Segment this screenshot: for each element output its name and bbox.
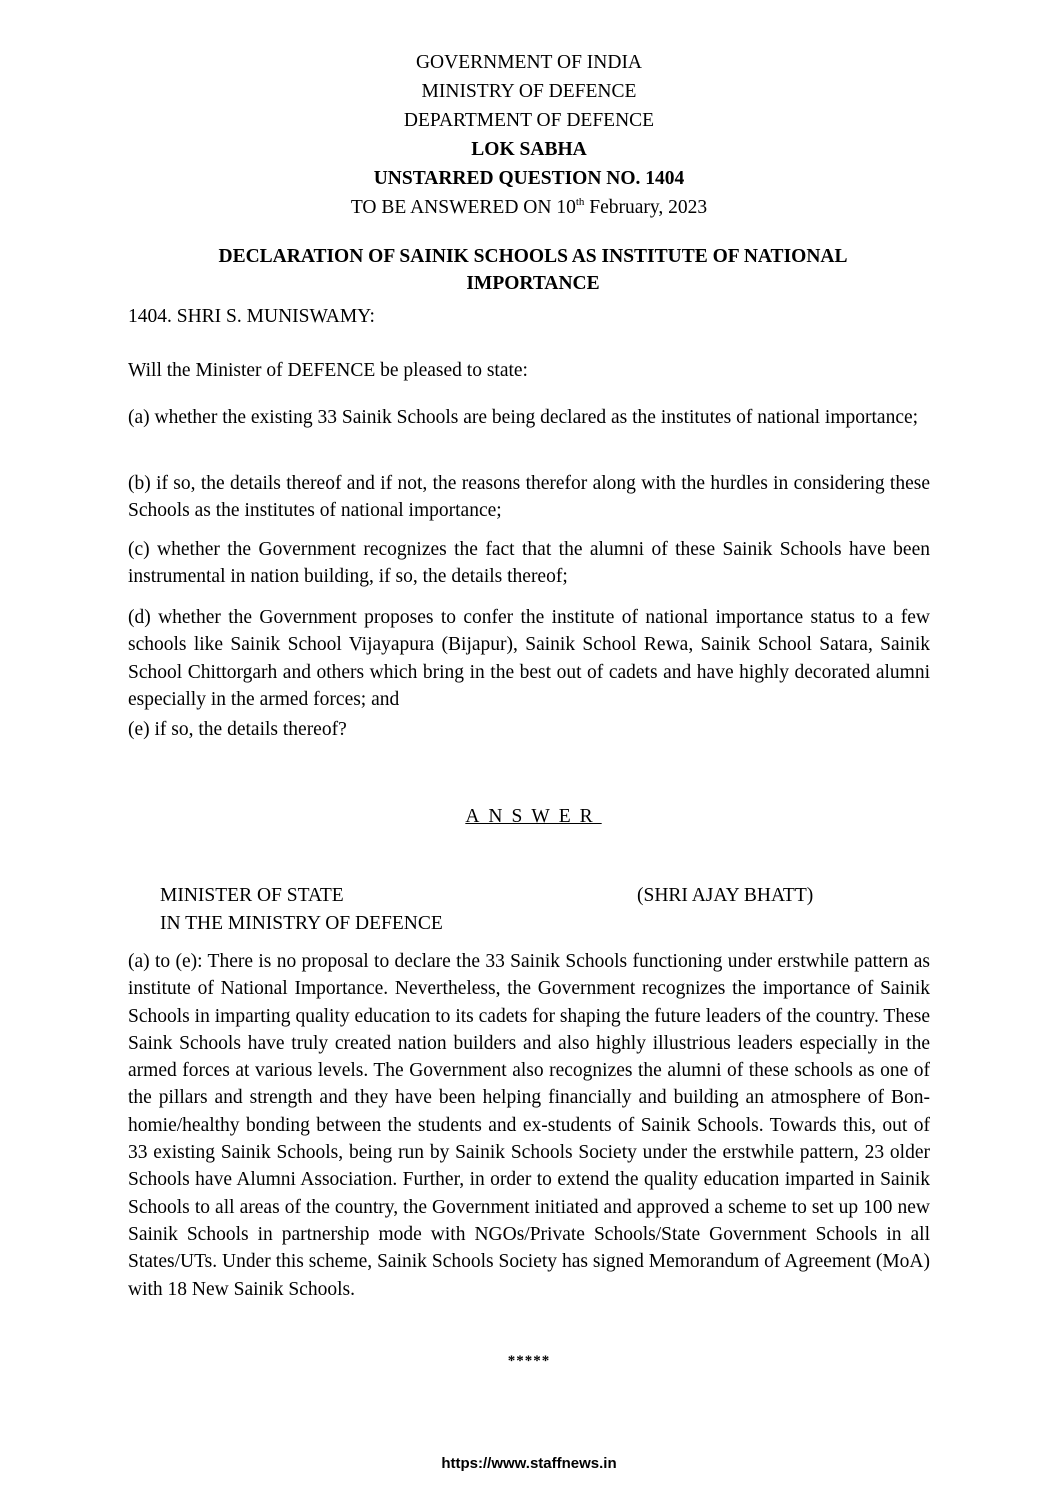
header-question-number: UNSTARRED QUESTION NO. 1404 bbox=[373, 168, 685, 189]
document-header bbox=[0, 48, 1058, 222]
question-title: DECLARATION OF SAINIK SCHOOLS AS INSTITUTE OF NATIONAL IMPORTANCE bbox=[218, 246, 848, 294]
header-answer-date: TO BE ANSWERED ON 10th February, 2023 bbox=[350, 196, 708, 218]
question-asker: 1404. SHRI S. MUNISWAMY: bbox=[128, 306, 375, 327]
answer-body: (a) to (e): There is no proposal to declare the 33 Sainik Schools functioning under erstwhile pattern as institute of National Importance. Nevertheless, the Government recognizes the importance of Sainik Schools in imparting quality education to its cadets for shaping the future leaders of the country. These Saink Schools have truly created nation builders and also highly illustrious leaders especially in the armed forces at various levels. The Government also recognizes the alumni of these schools as one of the pillars and strength and they have been helping financially and building an atmosphere of Bon-homie/healthy bonding between the students and ex-students of Sainik Schools. Towards this, out of 33 existing Sainik Schools, being run by Sainik Schools Society under the erstwhile pattern, 23 older Schools have Alumni Association. Further, in order to extend the quality education imparted in Sainik Schools to all areas of the country, the Government initiated and approved a scheme to set up 100 new Sainik Schools in partnership mode with NGOs/Private Schools/State Government Schools in all States/UTs. Under this scheme, Sainik Schools Society has signed Memorandum of Agreement (MoA) with 18 New Sainik Schools. bbox=[128, 951, 930, 1300]
header-house: LOK SABHA bbox=[471, 139, 587, 160]
question-part-d: (d) whether the Government proposes to confer the institute of national importance status to a few schools like Sainik School Vijayapura (Bijapur), Sainik School Rewa, Sainik School Satara, Sainik School Chittorgarh and others which bring in the best out of cadets and have highly decorated alumni especially in the armed forces; and bbox=[128, 607, 930, 710]
header-department: DEPARTMENT OF DEFENCE bbox=[403, 110, 655, 131]
question-part-a: (a) whether the existing 33 Sainik Schools are being declared as the institutes of national importance; bbox=[128, 407, 919, 428]
header-ministry: MINISTRY OF DEFENCE bbox=[421, 81, 637, 102]
footer-url: https://www.staffnews.in bbox=[441, 1455, 617, 1472]
question-part-e: (e) if so, the details thereof? bbox=[128, 719, 347, 740]
question-intro: Will the Minister of DEFENCE be pleased to state: bbox=[128, 360, 528, 381]
question-part-b: (b) if so, the details thereof and if not, the reasons therefor along with the hurdles in considering these Schools as the institutes of national importance; bbox=[128, 473, 930, 522]
minister-designation: MINISTER OF STATE IN THE MINISTRY OF DEFENCE bbox=[160, 885, 443, 934]
minister-name: (SHRI AJAY BHATT) bbox=[637, 885, 814, 906]
header-government: GOVERNMENT OF INDIA bbox=[415, 52, 643, 73]
end-marker: ***** bbox=[507, 1353, 551, 1369]
question-part-c: (c) whether the Government recognizes the fact that the alumni of these Sainik Schools have been instrumental in nation building, if so, the details thereof; bbox=[128, 539, 930, 588]
answer-heading: ANSWER bbox=[465, 806, 602, 827]
